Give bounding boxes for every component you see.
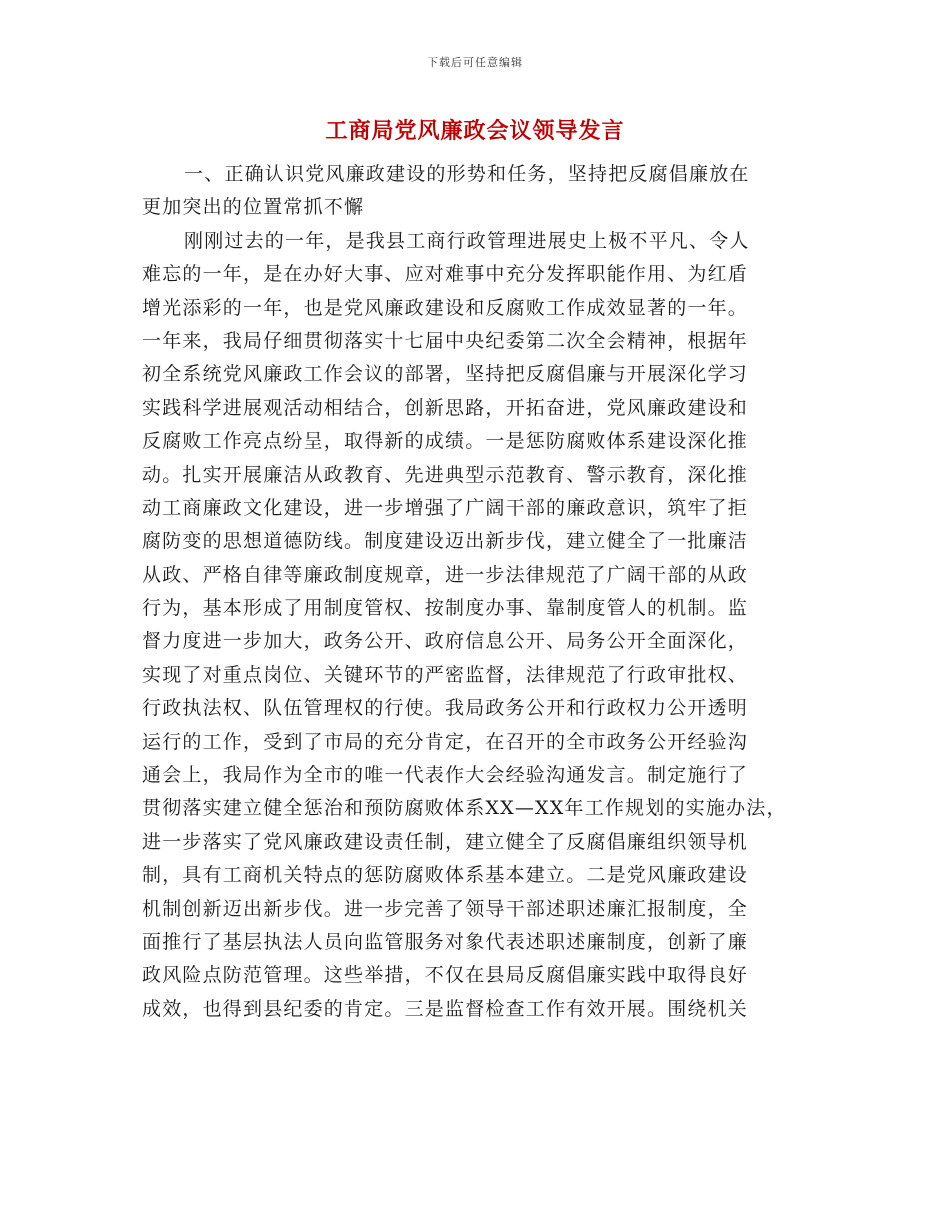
paragraph-line: 初全系统党风廉政工作会议的部署，坚持把反腐倡廉与开展深化学习	[142, 363, 749, 386]
paragraph-line: 面推行了基层执法人员向监管服务对象代表述职述廉制度，创新了廉	[142, 930, 749, 953]
paragraph-line: 运行的工作，受到了市局的充分肯定，在召开的全市政务公开经验沟	[142, 730, 749, 753]
paragraph-line: 行为，基本形成了用制度管权、按制度办事、靠制度管人的机制。监	[142, 597, 749, 620]
paragraph-line: 腐防变的思想道德防线。制度建设迈出新步伐，建立健全了一批廉洁	[142, 530, 749, 553]
paragraph-line: 通会上，我局作为全市的唯一代表作大会经验沟通发言。制定施行了	[142, 764, 749, 787]
paragraph-line: 从政、严格自律等廉政制度规章，进一步法律规范了广阔干部的从政	[142, 563, 749, 586]
paragraph-line: 增光添彩的一年，也是党风廉政建设和反腐败工作成效显著的一年。	[142, 296, 749, 319]
header-note: 下载后可任意编辑	[427, 56, 523, 69]
paragraph-line: 刚刚过去的一年，是我县工商行政管理进展史上极不平凡、令人	[184, 229, 750, 252]
section-heading-line: 更加突出的位置常抓不懈	[142, 196, 365, 219]
paragraph-line: 难忘的一年，是在办好大事、应对难事中充分发挥职能作用、为红盾	[142, 263, 749, 286]
paragraph-line: 实践科学进展观活动相结合，创新思路，开拓奋进，党风廉政建设和	[142, 396, 749, 419]
paragraph-line: 政风险点防范管理。这些举措，不仅在县局反腐倡廉实践中取得良好	[142, 964, 749, 987]
paragraph-line: 贯彻落实建立健全惩治和预防腐败体系XX—XX年工作规划的实施办法，	[142, 797, 787, 820]
paragraph-line: 动。扎实开展廉洁从政教育、先进典型示范教育、警示教育，深化推	[142, 463, 749, 486]
paragraph-line: 机制创新迈出新步伐。进一步完善了领导干部述职述廉汇报制度，全	[142, 897, 749, 920]
paragraph-line: 实现了对重点岗位、关键环节的严密监督，法律规范了行政审批权、	[142, 663, 749, 686]
paragraph-line: 一年来，我局仔细贯彻落实十七届中央纪委第二次全会精神，根据年	[142, 329, 749, 352]
section-heading-line: 一、正确认识党风廉政建设的形势和任务，坚持把反腐倡廉放在	[184, 163, 750, 185]
paragraph-line: 动工商廉政文化建设，进一步增强了广阔干部的廉政意识，筑牢了拒	[142, 496, 749, 519]
paragraph-line: 督力度进一步加大，政务公开、政府信息公开、局务公开全面深化，	[142, 630, 749, 653]
paragraph-line: 制，具有工商机关特点的惩防腐败体系基本建立。二是党风廉政建设	[142, 864, 749, 887]
paragraph-line: 反腐败工作亮点纷呈，取得新的成绩。一是惩防腐败体系建设深化推	[142, 430, 749, 453]
paragraph-line: 成效，也得到县纪委的肯定。三是监督检查工作有效开展。围绕机关	[142, 997, 749, 1020]
paragraph-line: 行政执法权、队伍管理权的行使。我局政务公开和行政权力公开透明	[142, 697, 749, 720]
document-body	[142, 158, 822, 1026]
paragraph-line: 进一步落实了党风廉政建设责任制，建立健全了反腐倡廉组织领导机	[142, 830, 749, 853]
document-title: 工商局党风廉政会议领导发言	[325, 118, 625, 144]
